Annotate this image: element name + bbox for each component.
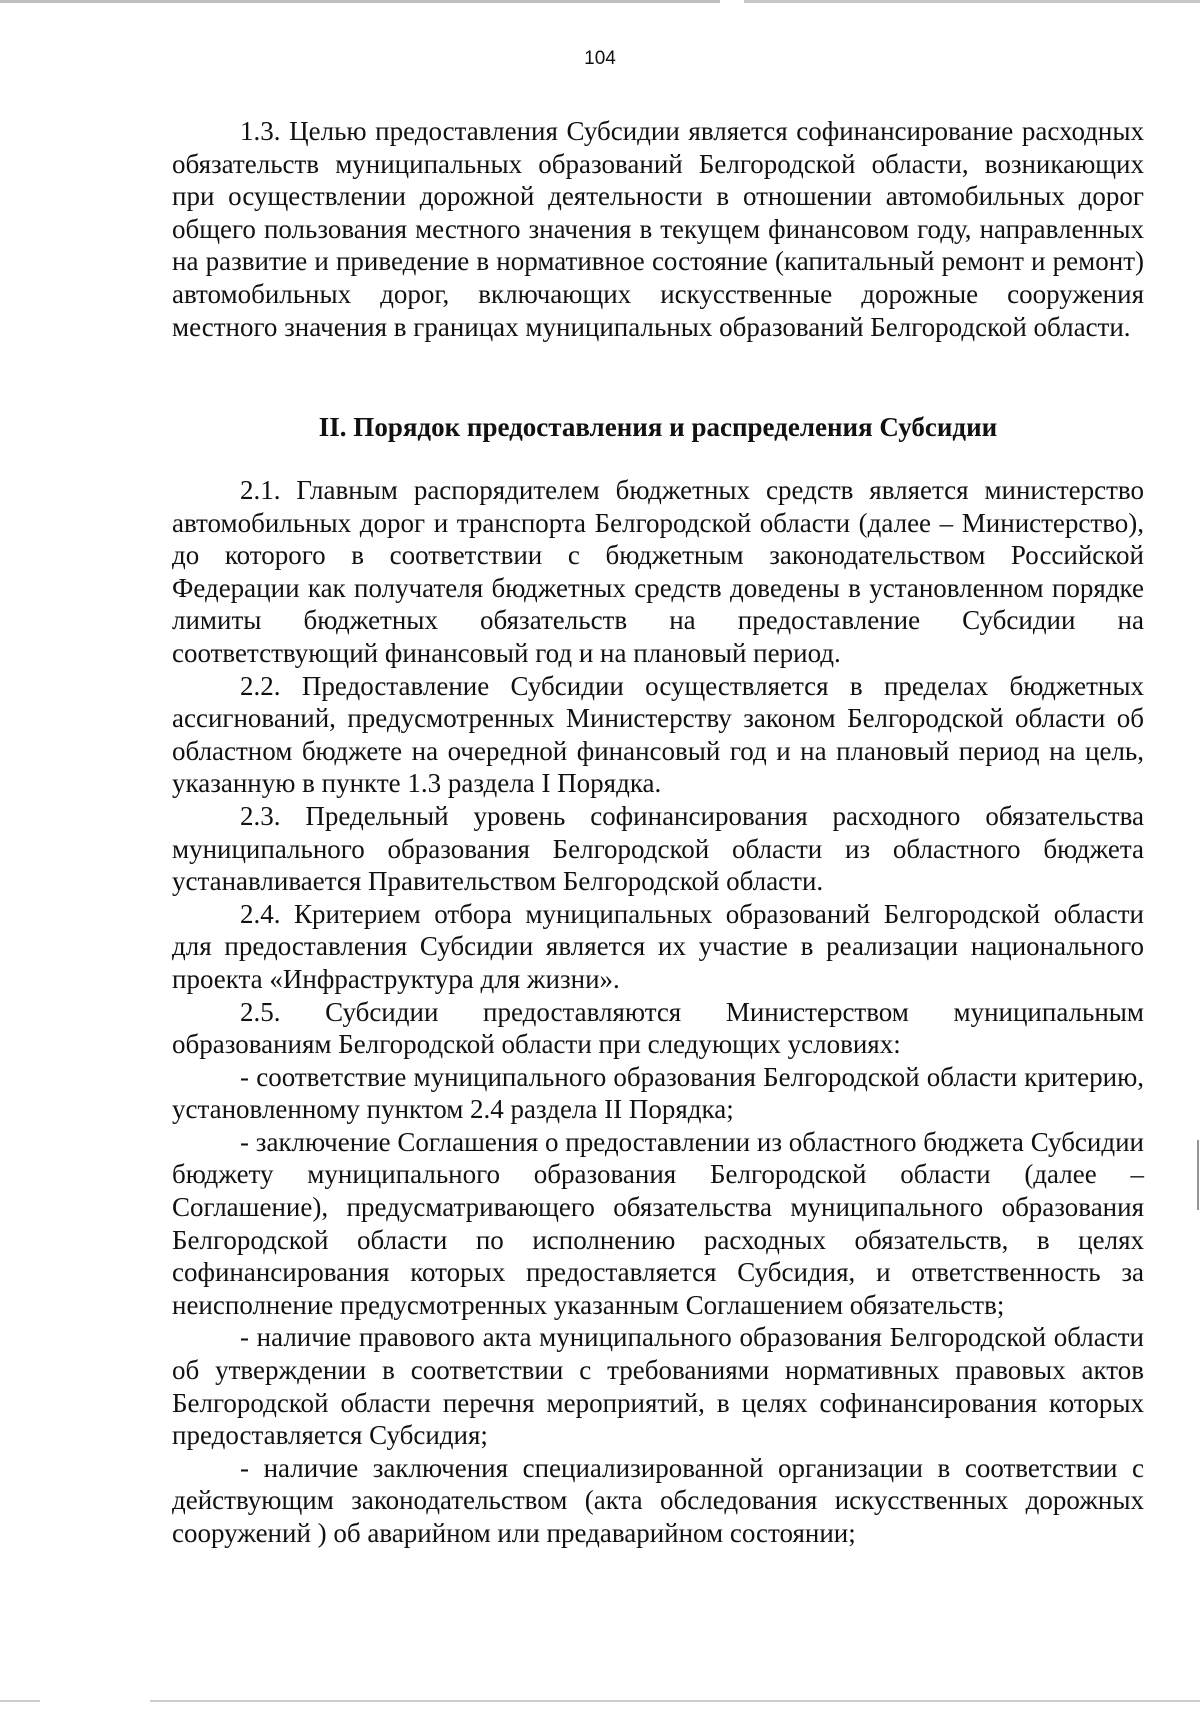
page-number: 104: [584, 48, 616, 69]
condition-item-legal-act: - наличие правового акта муниципального образования Белгородской области об утверждении в соответствии с требованиями нормативных правовых актов Белгородской области перечня мероприятий, в целях софинансирования которых предоставляется Субсидия;: [172, 1322, 1144, 1451]
condition-item-criterion: - соответствие муниципального образования Белгородской области критерию, установленному пунктом 2.4 раздела II Порядка;: [172, 1061, 1144, 1125]
condition-item-expert-conclusion: - наличие заключения специализированной организации в соответствии с действующим законодательством (акта обследования искусственных дорожных сооружений ) об аварийном или предаварийном состоянии;: [172, 1452, 1144, 1548]
paragraph-2-1: 2.1. Главным распорядителем бюджетных средств является министерство автомобильных дорог и транспорта Белгородской области (далее – Министерство), до которого в соответствии с бюджетным законодательством Российской Федерации как получателя бюджетных средств доведены в установленном порядке лимиты бюджетных обязательств на предоставление Субсидии на соответствующий финансовый год и на плановый период.: [172, 475, 1144, 668]
scan-edge-top: [0, 0, 1200, 3]
scan-edge-bottom-left: [0, 1700, 40, 1702]
section-2-text: [172, 474, 1144, 1550]
paragraph-2-2: 2.2. Предоставление Субсидии осуществляется в пределах бюджетных ассигнований, предусмотренных Министерству законом Белгородской области об областном бюджете на очередной финансовый год и на плановый период на цель, указанную в пункте 1.3 раздела I Порядка.: [172, 670, 1144, 799]
scan-edge-bottom: [150, 1700, 1200, 1702]
section-1-text: [172, 115, 1144, 343]
scan-margin-mark: [1197, 1140, 1199, 1210]
section-2-heading: II. Порядок предоставления и распределения Субсидии: [318, 412, 998, 442]
paragraph-2-5: 2.5. Субсидии предоставляются Министерством муниципальным образованиям Белгородской области при следующих условиях:: [172, 996, 1144, 1060]
paragraph-2-4: 2.4. Критерием отбора муниципальных образований Белгородской области для предоставления Субсидии является их участие в реализации национального проекта «Инфраструктура для жизни».: [172, 898, 1144, 994]
condition-item-agreement: - заключение Соглашения о предоставлении из областного бюджета Субсидии бюджету муниципального образования Белгородской области (далее – Соглашение), предусматривающего обязательства муниципального образования Белгородской области по исполнению расходных обязательств, в целях софинансирования которых предоставляется Субсидия, и ответственность за неисполнение предусмотренных указанным Соглашением обязательств;: [172, 1126, 1144, 1320]
paragraph-2-3: 2.3. Предельный уровень софинансирования расходного обязательства муниципального образования Белгородской области из областного бюджета устанавливается Правительством Белгородской области.: [172, 800, 1144, 897]
paragraph-1-3: 1.3. Целью предоставления Субсидии является софинансирование расходных обязательств муниципальных образований Белгородской области, возникающих при осуществлении дорожной деятельности в отношении автомобильных дорог общего пользования местного значения в текущем финансовом году, направленных на развитие и приведение в нормативное состояние (капитальный ремонт и ремонт) автомобильных дорог, включающих искусственные дорожные сооружения местного значения в границах муниципальных образований Белгородской области.: [172, 116, 1144, 342]
